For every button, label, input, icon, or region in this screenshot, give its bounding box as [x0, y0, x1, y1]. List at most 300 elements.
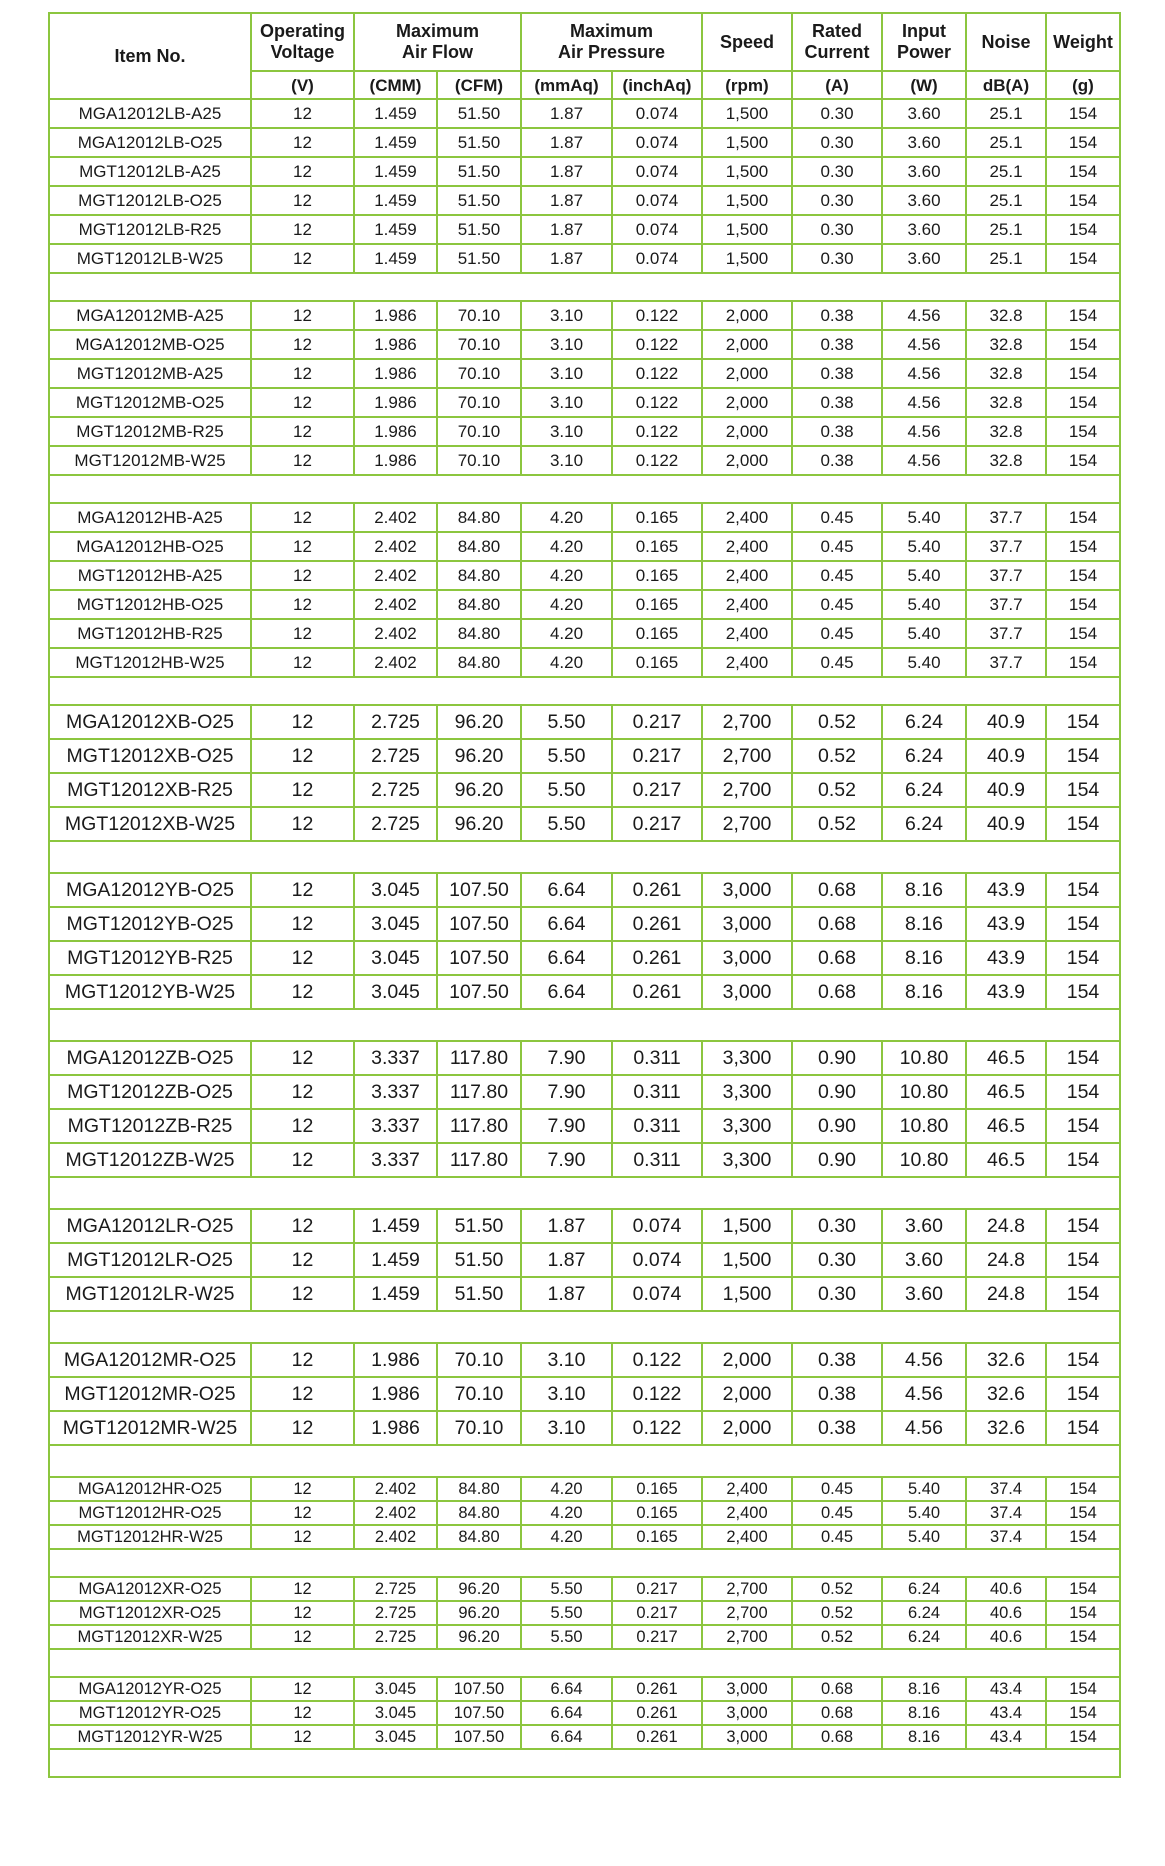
value-cell: 2,000 [702, 1377, 792, 1411]
value-cell: 0.52 [792, 1577, 882, 1601]
value-cell: 3.045 [354, 975, 437, 1009]
item-no-cell: MGT12012XR-W25 [49, 1625, 251, 1649]
item-no-cell: MGT12012MR-W25 [49, 1411, 251, 1445]
value-cell: 2,700 [702, 1601, 792, 1625]
value-cell: 12 [251, 590, 354, 619]
value-cell: 2.402 [354, 532, 437, 561]
table-row [49, 186, 1120, 215]
value-cell: 4.20 [521, 648, 612, 677]
value-cell: 1.986 [354, 359, 437, 388]
table-row [49, 1109, 1120, 1143]
value-cell: 2,000 [702, 330, 792, 359]
value-cell: 2,400 [702, 648, 792, 677]
value-cell: 0.30 [792, 1277, 882, 1311]
value-cell: 107.50 [437, 941, 521, 975]
value-cell: 0.122 [612, 388, 702, 417]
table-row [49, 157, 1120, 186]
value-cell: 12 [251, 1525, 354, 1549]
value-cell: 154 [1046, 1525, 1120, 1549]
value-cell: 0.30 [792, 1209, 882, 1243]
value-cell: 0.261 [612, 907, 702, 941]
value-cell: 6.24 [882, 1577, 966, 1601]
item-no-cell: MGA12012ZB-O25 [49, 1041, 251, 1075]
item-no-cell: MGT12012ZB-O25 [49, 1075, 251, 1109]
value-cell: 2.725 [354, 773, 437, 807]
value-cell: 0.68 [792, 1725, 882, 1749]
value-cell: 12 [251, 739, 354, 773]
item-no-cell: MGA12012MB-A25 [49, 301, 251, 330]
value-cell: 0.90 [792, 1075, 882, 1109]
value-cell: 1,500 [702, 186, 792, 215]
value-cell: 7.90 [521, 1109, 612, 1143]
table-row [49, 941, 1120, 975]
value-cell: 51.50 [437, 128, 521, 157]
value-cell: 117.80 [437, 1041, 521, 1075]
value-cell: 24.8 [966, 1243, 1046, 1277]
value-cell: 40.9 [966, 739, 1046, 773]
value-cell: 154 [1046, 1243, 1120, 1277]
value-cell: 43.9 [966, 975, 1046, 1009]
value-cell: 40.9 [966, 705, 1046, 739]
value-cell: 40.6 [966, 1577, 1046, 1601]
item-no-cell: MGT12012YB-W25 [49, 975, 251, 1009]
value-cell: 12 [251, 907, 354, 941]
value-cell: 32.8 [966, 446, 1046, 475]
value-cell: 0.311 [612, 1109, 702, 1143]
value-cell: 8.16 [882, 907, 966, 941]
item-no-cell: MGA12012LR-O25 [49, 1209, 251, 1243]
value-cell: 4.20 [521, 619, 612, 648]
value-cell: 12 [251, 359, 354, 388]
value-cell: 0.074 [612, 244, 702, 273]
value-cell: 12 [251, 807, 354, 841]
value-cell: 3.10 [521, 388, 612, 417]
value-cell: 4.56 [882, 1343, 966, 1377]
value-cell: 2,400 [702, 1477, 792, 1501]
value-cell: 12 [251, 1601, 354, 1625]
value-cell: 96.20 [437, 1601, 521, 1625]
value-cell: 25.1 [966, 186, 1046, 215]
value-cell: 2,400 [702, 532, 792, 561]
table-row [49, 1477, 1120, 1501]
value-cell: 0.38 [792, 1343, 882, 1377]
value-cell: 12 [251, 975, 354, 1009]
table-row [49, 532, 1120, 561]
value-cell: 12 [251, 648, 354, 677]
value-cell: 5.50 [521, 773, 612, 807]
value-cell: 2.725 [354, 1625, 437, 1649]
value-cell: 154 [1046, 417, 1120, 446]
value-cell: 3.60 [882, 186, 966, 215]
value-cell: 32.8 [966, 359, 1046, 388]
value-cell: 12 [251, 1725, 354, 1749]
value-cell: 1.87 [521, 1209, 612, 1243]
value-cell: 46.5 [966, 1143, 1046, 1177]
value-cell: 70.10 [437, 301, 521, 330]
header-label: Input [902, 21, 946, 41]
value-cell: 5.40 [882, 590, 966, 619]
value-cell: 4.20 [521, 1525, 612, 1549]
value-cell: 6.64 [521, 1725, 612, 1749]
value-cell: 3.10 [521, 1343, 612, 1377]
value-cell: 0.074 [612, 157, 702, 186]
value-cell: 84.80 [437, 590, 521, 619]
col-noise: Noise [966, 13, 1046, 71]
value-cell: 154 [1046, 648, 1120, 677]
value-cell: 51.50 [437, 186, 521, 215]
value-cell: 70.10 [437, 330, 521, 359]
value-cell: 5.40 [882, 561, 966, 590]
separator-cell [49, 677, 1120, 705]
value-cell: 3.60 [882, 99, 966, 128]
value-cell: 154 [1046, 1109, 1120, 1143]
item-no-cell: MGT12012MB-R25 [49, 417, 251, 446]
value-cell: 6.64 [521, 907, 612, 941]
item-no-cell: MGT12012ZB-R25 [49, 1109, 251, 1143]
value-cell: 4.56 [882, 359, 966, 388]
value-cell: 12 [251, 215, 354, 244]
value-cell: 107.50 [437, 907, 521, 941]
value-cell: 154 [1046, 975, 1120, 1009]
item-no-cell: MGT12012ZB-W25 [49, 1143, 251, 1177]
value-cell: 6.24 [882, 1625, 966, 1649]
value-cell: 4.20 [521, 1477, 612, 1501]
value-cell: 3.60 [882, 215, 966, 244]
value-cell: 70.10 [437, 417, 521, 446]
value-cell: 43.9 [966, 941, 1046, 975]
value-cell: 2,400 [702, 1525, 792, 1549]
value-cell: 1.986 [354, 446, 437, 475]
table-header [49, 13, 1120, 99]
value-cell: 96.20 [437, 705, 521, 739]
table-row [49, 1277, 1120, 1311]
value-cell: 40.9 [966, 807, 1046, 841]
value-cell: 1.87 [521, 1243, 612, 1277]
value-cell: 0.90 [792, 1041, 882, 1075]
value-cell: 0.38 [792, 330, 882, 359]
value-cell: 5.50 [521, 1577, 612, 1601]
value-cell: 0.165 [612, 648, 702, 677]
value-cell: 154 [1046, 301, 1120, 330]
value-cell: 1.459 [354, 128, 437, 157]
value-cell: 0.122 [612, 1343, 702, 1377]
value-cell: 154 [1046, 186, 1120, 215]
value-cell: 154 [1046, 1143, 1120, 1177]
value-cell: 4.56 [882, 1411, 966, 1445]
value-cell: 2,400 [702, 619, 792, 648]
value-cell: 25.1 [966, 128, 1046, 157]
value-cell: 154 [1046, 739, 1120, 773]
value-cell: 2.725 [354, 705, 437, 739]
value-cell: 154 [1046, 773, 1120, 807]
value-cell: 37.7 [966, 503, 1046, 532]
value-cell: 0.261 [612, 1701, 702, 1725]
value-cell: 12 [251, 301, 354, 330]
value-cell: 117.80 [437, 1143, 521, 1177]
value-cell: 70.10 [437, 446, 521, 475]
value-cell: 2,400 [702, 561, 792, 590]
value-cell: 0.261 [612, 975, 702, 1009]
value-cell: 40.6 [966, 1625, 1046, 1649]
value-cell: 0.68 [792, 975, 882, 1009]
value-cell: 32.6 [966, 1377, 1046, 1411]
separator-cell [49, 1549, 1120, 1577]
value-cell: 3.045 [354, 907, 437, 941]
table-row [49, 1075, 1120, 1109]
value-cell: 2,700 [702, 739, 792, 773]
item-no-cell: MGT12012XB-R25 [49, 773, 251, 807]
item-no-cell: MGT12012HB-O25 [49, 590, 251, 619]
value-cell: 12 [251, 330, 354, 359]
value-cell: 154 [1046, 157, 1120, 186]
value-cell: 0.261 [612, 941, 702, 975]
value-cell: 6.64 [521, 873, 612, 907]
value-cell: 0.52 [792, 773, 882, 807]
value-cell: 1,500 [702, 1277, 792, 1311]
separator-cell [49, 1649, 1120, 1677]
value-cell: 37.7 [966, 619, 1046, 648]
value-cell: 2.725 [354, 1601, 437, 1625]
value-cell: 70.10 [437, 1411, 521, 1445]
value-cell: 154 [1046, 244, 1120, 273]
item-no-cell: MGA12012HB-A25 [49, 503, 251, 532]
table-row [49, 1725, 1120, 1749]
separator-cell [49, 1009, 1120, 1041]
value-cell: 12 [251, 1075, 354, 1109]
value-cell: 12 [251, 941, 354, 975]
group-separator [49, 677, 1120, 705]
value-cell: 12 [251, 532, 354, 561]
value-cell: 0.52 [792, 1601, 882, 1625]
value-cell: 154 [1046, 873, 1120, 907]
separator-cell [49, 1749, 1120, 1777]
item-no-cell: MGT12012LB-A25 [49, 157, 251, 186]
header-label: Air Flow [402, 42, 473, 62]
value-cell: 43.9 [966, 907, 1046, 941]
header-label: Maximum [395, 21, 480, 41]
value-cell: 2,000 [702, 388, 792, 417]
value-cell: 0.30 [792, 186, 882, 215]
value-cell: 107.50 [437, 1725, 521, 1749]
item-no-cell: MGA12012YR-O25 [49, 1677, 251, 1701]
value-cell: 84.80 [437, 532, 521, 561]
value-cell: 0.311 [612, 1075, 702, 1109]
value-cell: 154 [1046, 1411, 1120, 1445]
value-cell: 1.459 [354, 215, 437, 244]
value-cell: 7.90 [521, 1143, 612, 1177]
value-cell: 6.24 [882, 773, 966, 807]
value-cell: 70.10 [437, 1377, 521, 1411]
value-cell: 3.337 [354, 1143, 437, 1177]
group-separator [49, 273, 1120, 301]
value-cell: 0.165 [612, 619, 702, 648]
value-cell: 4.20 [521, 503, 612, 532]
value-cell: 0.165 [612, 590, 702, 619]
value-cell: 1,500 [702, 215, 792, 244]
value-cell: 3.10 [521, 1377, 612, 1411]
value-cell: 2.725 [354, 807, 437, 841]
value-cell: 37.7 [966, 648, 1046, 677]
value-cell: 0.074 [612, 1243, 702, 1277]
table-row [49, 1601, 1120, 1625]
value-cell: 12 [251, 1501, 354, 1525]
table-row [49, 739, 1120, 773]
value-cell: 5.50 [521, 807, 612, 841]
value-cell: 154 [1046, 941, 1120, 975]
value-cell: 6.64 [521, 1701, 612, 1725]
value-cell: 3.045 [354, 1701, 437, 1725]
value-cell: 3.045 [354, 873, 437, 907]
value-cell: 2.725 [354, 739, 437, 773]
value-cell: 0.074 [612, 186, 702, 215]
unit-cell: (rpm) [702, 71, 792, 99]
value-cell: 12 [251, 619, 354, 648]
value-cell: 10.80 [882, 1075, 966, 1109]
value-cell: 2,400 [702, 590, 792, 619]
value-cell: 0.68 [792, 1701, 882, 1725]
value-cell: 154 [1046, 446, 1120, 475]
value-cell: 0.52 [792, 1625, 882, 1649]
header-label: Current [804, 42, 870, 62]
value-cell: 3,000 [702, 975, 792, 1009]
value-cell: 84.80 [437, 561, 521, 590]
table-row [49, 244, 1120, 273]
header-label: Maximum [569, 21, 654, 41]
value-cell: 0.074 [612, 99, 702, 128]
value-cell: 25.1 [966, 157, 1046, 186]
group-separator [49, 1445, 1120, 1477]
value-cell: 2,700 [702, 1625, 792, 1649]
item-no-cell: MGT12012MB-W25 [49, 446, 251, 475]
value-cell: 3,000 [702, 907, 792, 941]
value-cell: 8.16 [882, 1725, 966, 1749]
value-cell: 12 [251, 561, 354, 590]
value-cell: 96.20 [437, 773, 521, 807]
table-row [49, 446, 1120, 475]
value-cell: 0.90 [792, 1143, 882, 1177]
value-cell: 37.7 [966, 532, 1046, 561]
value-cell: 154 [1046, 1377, 1120, 1411]
value-cell: 12 [251, 99, 354, 128]
value-cell: 3.337 [354, 1109, 437, 1143]
value-cell: 0.52 [792, 705, 882, 739]
value-cell: 96.20 [437, 1577, 521, 1601]
value-cell: 12 [251, 446, 354, 475]
value-cell: 12 [251, 1701, 354, 1725]
value-cell: 0.45 [792, 532, 882, 561]
value-cell: 51.50 [437, 1243, 521, 1277]
table-row [49, 1243, 1120, 1277]
item-no-cell: MGT12012LB-R25 [49, 215, 251, 244]
value-cell: 1,500 [702, 128, 792, 157]
value-cell: 1.459 [354, 1243, 437, 1277]
item-no-cell: MGT12012LB-O25 [49, 186, 251, 215]
item-no-cell: MGA12012LB-A25 [49, 99, 251, 128]
value-cell: 0.261 [612, 873, 702, 907]
value-cell: 0.30 [792, 215, 882, 244]
value-cell: 0.217 [612, 807, 702, 841]
value-cell: 154 [1046, 1725, 1120, 1749]
item-no-cell: MGT12012YR-O25 [49, 1701, 251, 1725]
value-cell: 7.90 [521, 1075, 612, 1109]
value-cell: 0.165 [612, 1501, 702, 1525]
value-cell: 70.10 [437, 359, 521, 388]
value-cell: 107.50 [437, 873, 521, 907]
item-no-cell: MGT12012HB-W25 [49, 648, 251, 677]
value-cell: 117.80 [437, 1109, 521, 1143]
value-cell: 3,300 [702, 1041, 792, 1075]
value-cell: 12 [251, 1377, 354, 1411]
value-cell: 1.87 [521, 99, 612, 128]
value-cell: 37.7 [966, 561, 1046, 590]
value-cell: 43.4 [966, 1725, 1046, 1749]
item-no-cell: MGT12012XB-O25 [49, 739, 251, 773]
value-cell: 12 [251, 1625, 354, 1649]
table-row [49, 705, 1120, 739]
value-cell: 4.56 [882, 330, 966, 359]
table-row [49, 417, 1120, 446]
value-cell: 3,300 [702, 1109, 792, 1143]
value-cell: 1.87 [521, 244, 612, 273]
value-cell: 84.80 [437, 648, 521, 677]
item-no-cell: MGA12012LB-O25 [49, 128, 251, 157]
value-cell: 0.217 [612, 1601, 702, 1625]
value-cell: 154 [1046, 359, 1120, 388]
value-cell: 1.986 [354, 388, 437, 417]
table-row [49, 1625, 1120, 1649]
item-no-cell: MGA12012MB-O25 [49, 330, 251, 359]
value-cell: 3.045 [354, 941, 437, 975]
table-row [49, 807, 1120, 841]
value-cell: 0.68 [792, 941, 882, 975]
table-row [49, 1411, 1120, 1445]
value-cell: 3.60 [882, 1209, 966, 1243]
value-cell: 0.68 [792, 907, 882, 941]
value-cell: 154 [1046, 1277, 1120, 1311]
header-label: Voltage [270, 42, 335, 62]
value-cell: 24.8 [966, 1209, 1046, 1243]
value-cell: 0.38 [792, 1411, 882, 1445]
value-cell: 5.50 [521, 705, 612, 739]
value-cell: 0.122 [612, 417, 702, 446]
value-cell: 3,000 [702, 873, 792, 907]
value-cell: 40.9 [966, 773, 1046, 807]
value-cell: 12 [251, 417, 354, 446]
value-cell: 154 [1046, 503, 1120, 532]
item-no-cell: MGA12012HR-O25 [49, 1477, 251, 1501]
value-cell: 12 [251, 388, 354, 417]
value-cell: 1.87 [521, 128, 612, 157]
value-cell: 32.8 [966, 417, 1046, 446]
unit-cell: (mmAq) [521, 71, 612, 99]
value-cell: 6.24 [882, 807, 966, 841]
value-cell: 4.56 [882, 446, 966, 475]
value-cell: 12 [251, 1411, 354, 1445]
value-cell: 3.10 [521, 301, 612, 330]
value-cell: 0.30 [792, 244, 882, 273]
table-row [49, 619, 1120, 648]
table-row [49, 301, 1120, 330]
value-cell: 1.986 [354, 1377, 437, 1411]
col-current [792, 13, 882, 71]
header-label: Rated [811, 21, 862, 41]
value-cell: 32.8 [966, 330, 1046, 359]
value-cell: 46.5 [966, 1041, 1046, 1075]
value-cell: 0.165 [612, 532, 702, 561]
value-cell: 2,000 [702, 301, 792, 330]
value-cell: 84.80 [437, 503, 521, 532]
value-cell: 12 [251, 1343, 354, 1377]
